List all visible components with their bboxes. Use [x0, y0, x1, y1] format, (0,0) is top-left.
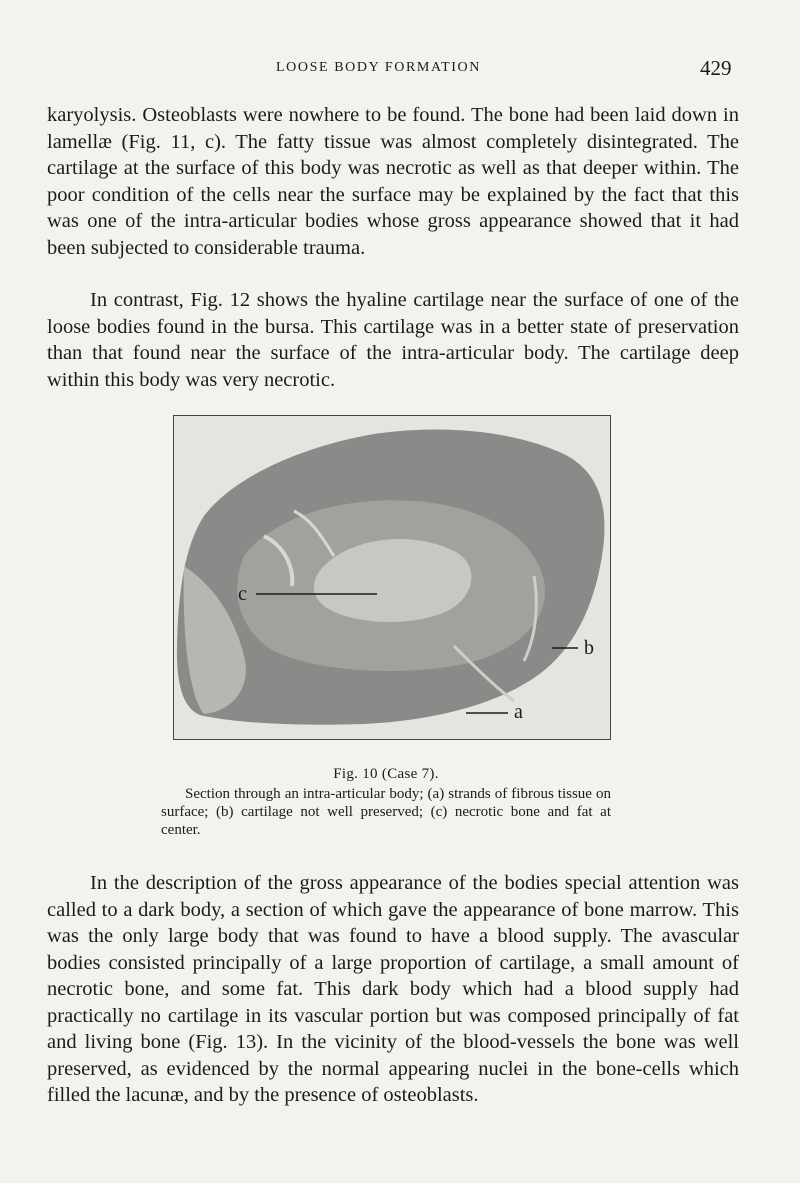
body-paragraph-1: karyolysis. Osteoblasts were nowhere to be found. The bone had been laid down in lamellæ (Fig. 11, c). The fatty tissue was almost completely disintegrated. The cartilage at the surface of this body was necrotic as well as that deeper within. The poor condition of the cells near the surface may be explained by the fact that this was one of the intra-articular bodies whose gross appearance showed that it had been subjected to considerable trauma.: [47, 104, 739, 259]
micrograph-illustration: [174, 416, 610, 739]
label-b: b: [584, 637, 594, 659]
label-a: a: [514, 701, 523, 723]
label-c: c: [238, 583, 247, 605]
figure-micrograph: [173, 415, 611, 740]
running-title: LOOSE BODY FORMATION: [276, 60, 481, 75]
body-paragraph-2: In contrast, Fig. 12 shows the hyaline cartilage near the surface of one of the loose bodies found in the bursa. This cartilage was in a better state of preservation than that found near the surface of the intra-articular body. The cartilage deep within this body was very necrotic.: [47, 289, 739, 391]
caption-title: Fig. 10 (Case 7).: [333, 766, 439, 782]
caption-text: Section through an intra-articular body; (a) strands of fibrous tissue on surface; (b) cartilage not well preserved; (c) necrotic bone and fat at center.: [161, 786, 611, 838]
body-paragraph-3: In the description of the gross appearance of the bodies special attention was called to a dark body, a section of which gave the appearance of bone marrow. This was the only large body that was found to have a blood supply. The avascular bodies consisted principally of a large proportion of cartilage, a small amount of necrotic bone, and some fat. This dark body which had a blood supply had practically no cartilage in its vascular portion but was composed principally of fat and living bone (Fig. 13). In the vicinity of the blood-vessels the bone was well preserved, as evidenced by the normal appearing nuclei in the bone-cells which filled the lacunæ, and by the presence of osteoblasts.: [47, 872, 739, 1106]
running-header: [0, 58, 800, 80]
page-number: 429: [700, 56, 732, 80]
figure-caption: [161, 765, 611, 839]
